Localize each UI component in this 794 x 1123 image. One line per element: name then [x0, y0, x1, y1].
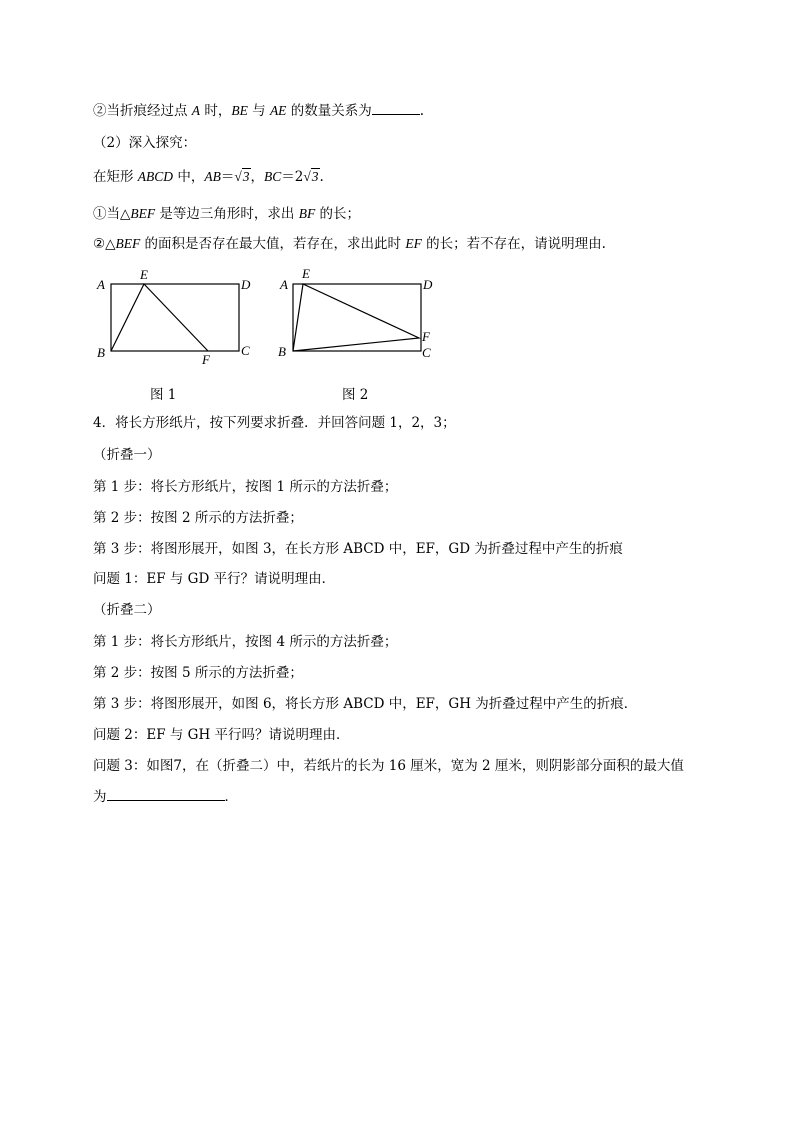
sqrt-3: √3 — [303, 169, 319, 184]
text: ． — [224, 789, 238, 805]
text: ②当折痕经过点 — [93, 103, 192, 119]
label-C: C — [422, 345, 431, 360]
answer-blank[interactable] — [107, 788, 225, 801]
text: . — [319, 169, 324, 185]
rect-ABCD — [293, 284, 421, 351]
label-B: B — [278, 344, 286, 359]
text: 与 — [247, 103, 270, 119]
segment-BF: BF — [298, 206, 316, 221]
sqrt-3: √3 — [234, 169, 250, 184]
label-F: F — [422, 329, 430, 344]
point-A: A — [191, 103, 201, 118]
q2-2 — [93, 235, 606, 253]
figure-1 — [90, 265, 260, 370]
figure-2 — [272, 265, 442, 370]
text: 的数量关系为 — [286, 103, 372, 119]
text: ①当△ — [93, 206, 131, 222]
rect-ABCD — [111, 284, 239, 351]
fold2-step3: 第 3 步：将图形展开，如图 6，将长方形 ABCD 中，EF，GH 为折叠过程中产生的折痕． — [93, 696, 638, 712]
figure-1-caption: 图 1 — [150, 387, 177, 403]
text: 时， — [200, 103, 232, 119]
text: ＝ — [220, 169, 235, 185]
label-F: F — [202, 352, 210, 367]
figure-2-caption: 图 2 — [342, 387, 369, 403]
label-E: E — [140, 267, 148, 282]
fold2-step1: 第 1 步：将长方形纸片，按图 4 所示的方法折叠； — [93, 634, 398, 650]
segment-EF: EF — [405, 236, 422, 251]
segment-BE: BE — [231, 103, 248, 118]
text: ＝2 — [281, 169, 304, 185]
text: . — [419, 103, 425, 119]
radicand: 3 — [311, 169, 319, 184]
fold1-step1: 第 1 步：将长方形纸片，按图 1 所示的方法折叠； — [93, 479, 398, 495]
fold2-title: （折叠二） — [93, 602, 161, 618]
triangle-BEF: BEF — [115, 236, 141, 251]
label-A: A — [97, 277, 105, 292]
label-A: A — [280, 277, 288, 292]
part2-title: （2）深入探究： — [93, 135, 197, 151]
question-3-line2 — [93, 788, 238, 806]
q4-intro: 4．将长方形纸片，按下列要求折叠．并回答问题 1，2，3； — [93, 415, 456, 431]
text: ， — [250, 169, 265, 185]
label-C: C — [241, 343, 250, 358]
fold1-step2: 第 2 步：按图 2 所示的方法折叠； — [93, 510, 303, 526]
rect-condition — [93, 168, 324, 186]
text: 的长；若不存在，请说明理由. — [421, 236, 606, 252]
text: 的面积是否存在最大值，若存在，求出此时 — [140, 236, 406, 252]
q2-blank-line — [93, 102, 424, 120]
rect-name: ABCD — [137, 169, 174, 184]
segment-AB: AB — [204, 169, 221, 184]
triangle-BEF — [293, 284, 419, 351]
text: 在矩形 — [93, 169, 138, 185]
q2-1 — [93, 205, 360, 223]
question-3-line1: 问题 3：如图7，在（折叠二）中，若纸片的长为 16 厘米，宽为 2 厘米，则阴影部分面积的最大值 — [93, 758, 684, 774]
text: 是等边三角形时，求出 — [155, 206, 299, 222]
text: 为 — [93, 789, 107, 805]
question-2: 问题 2：EF 与 GH 平行吗？请说明理由． — [93, 727, 350, 743]
question-1: 问题 1：EF 与 GD 平行？请说明理由． — [93, 571, 336, 587]
fold1-step3: 第 3 步：将图形展开，如图 3，在长方形 ABCD 中，EF，GD 为折叠过程中产生的折痕 — [93, 541, 623, 557]
answer-blank[interactable] — [372, 102, 420, 115]
label-E: E — [302, 266, 310, 281]
label-B: B — [97, 345, 105, 360]
label-D: D — [241, 277, 251, 292]
radicand: 3 — [242, 169, 250, 184]
text: 的长； — [315, 206, 361, 222]
segment-BC: BC — [264, 169, 282, 184]
triangle-BEF: BEF — [130, 206, 156, 221]
triangle-BEF — [111, 284, 208, 351]
label-D: D — [423, 277, 433, 292]
text: 中， — [173, 169, 205, 185]
fold1-title: （折叠一） — [93, 447, 161, 463]
text: ②△ — [93, 236, 116, 252]
fold2-step2: 第 2 步：按图 5 所示的方法折叠； — [93, 665, 303, 681]
segment-AE: AE — [269, 103, 287, 118]
